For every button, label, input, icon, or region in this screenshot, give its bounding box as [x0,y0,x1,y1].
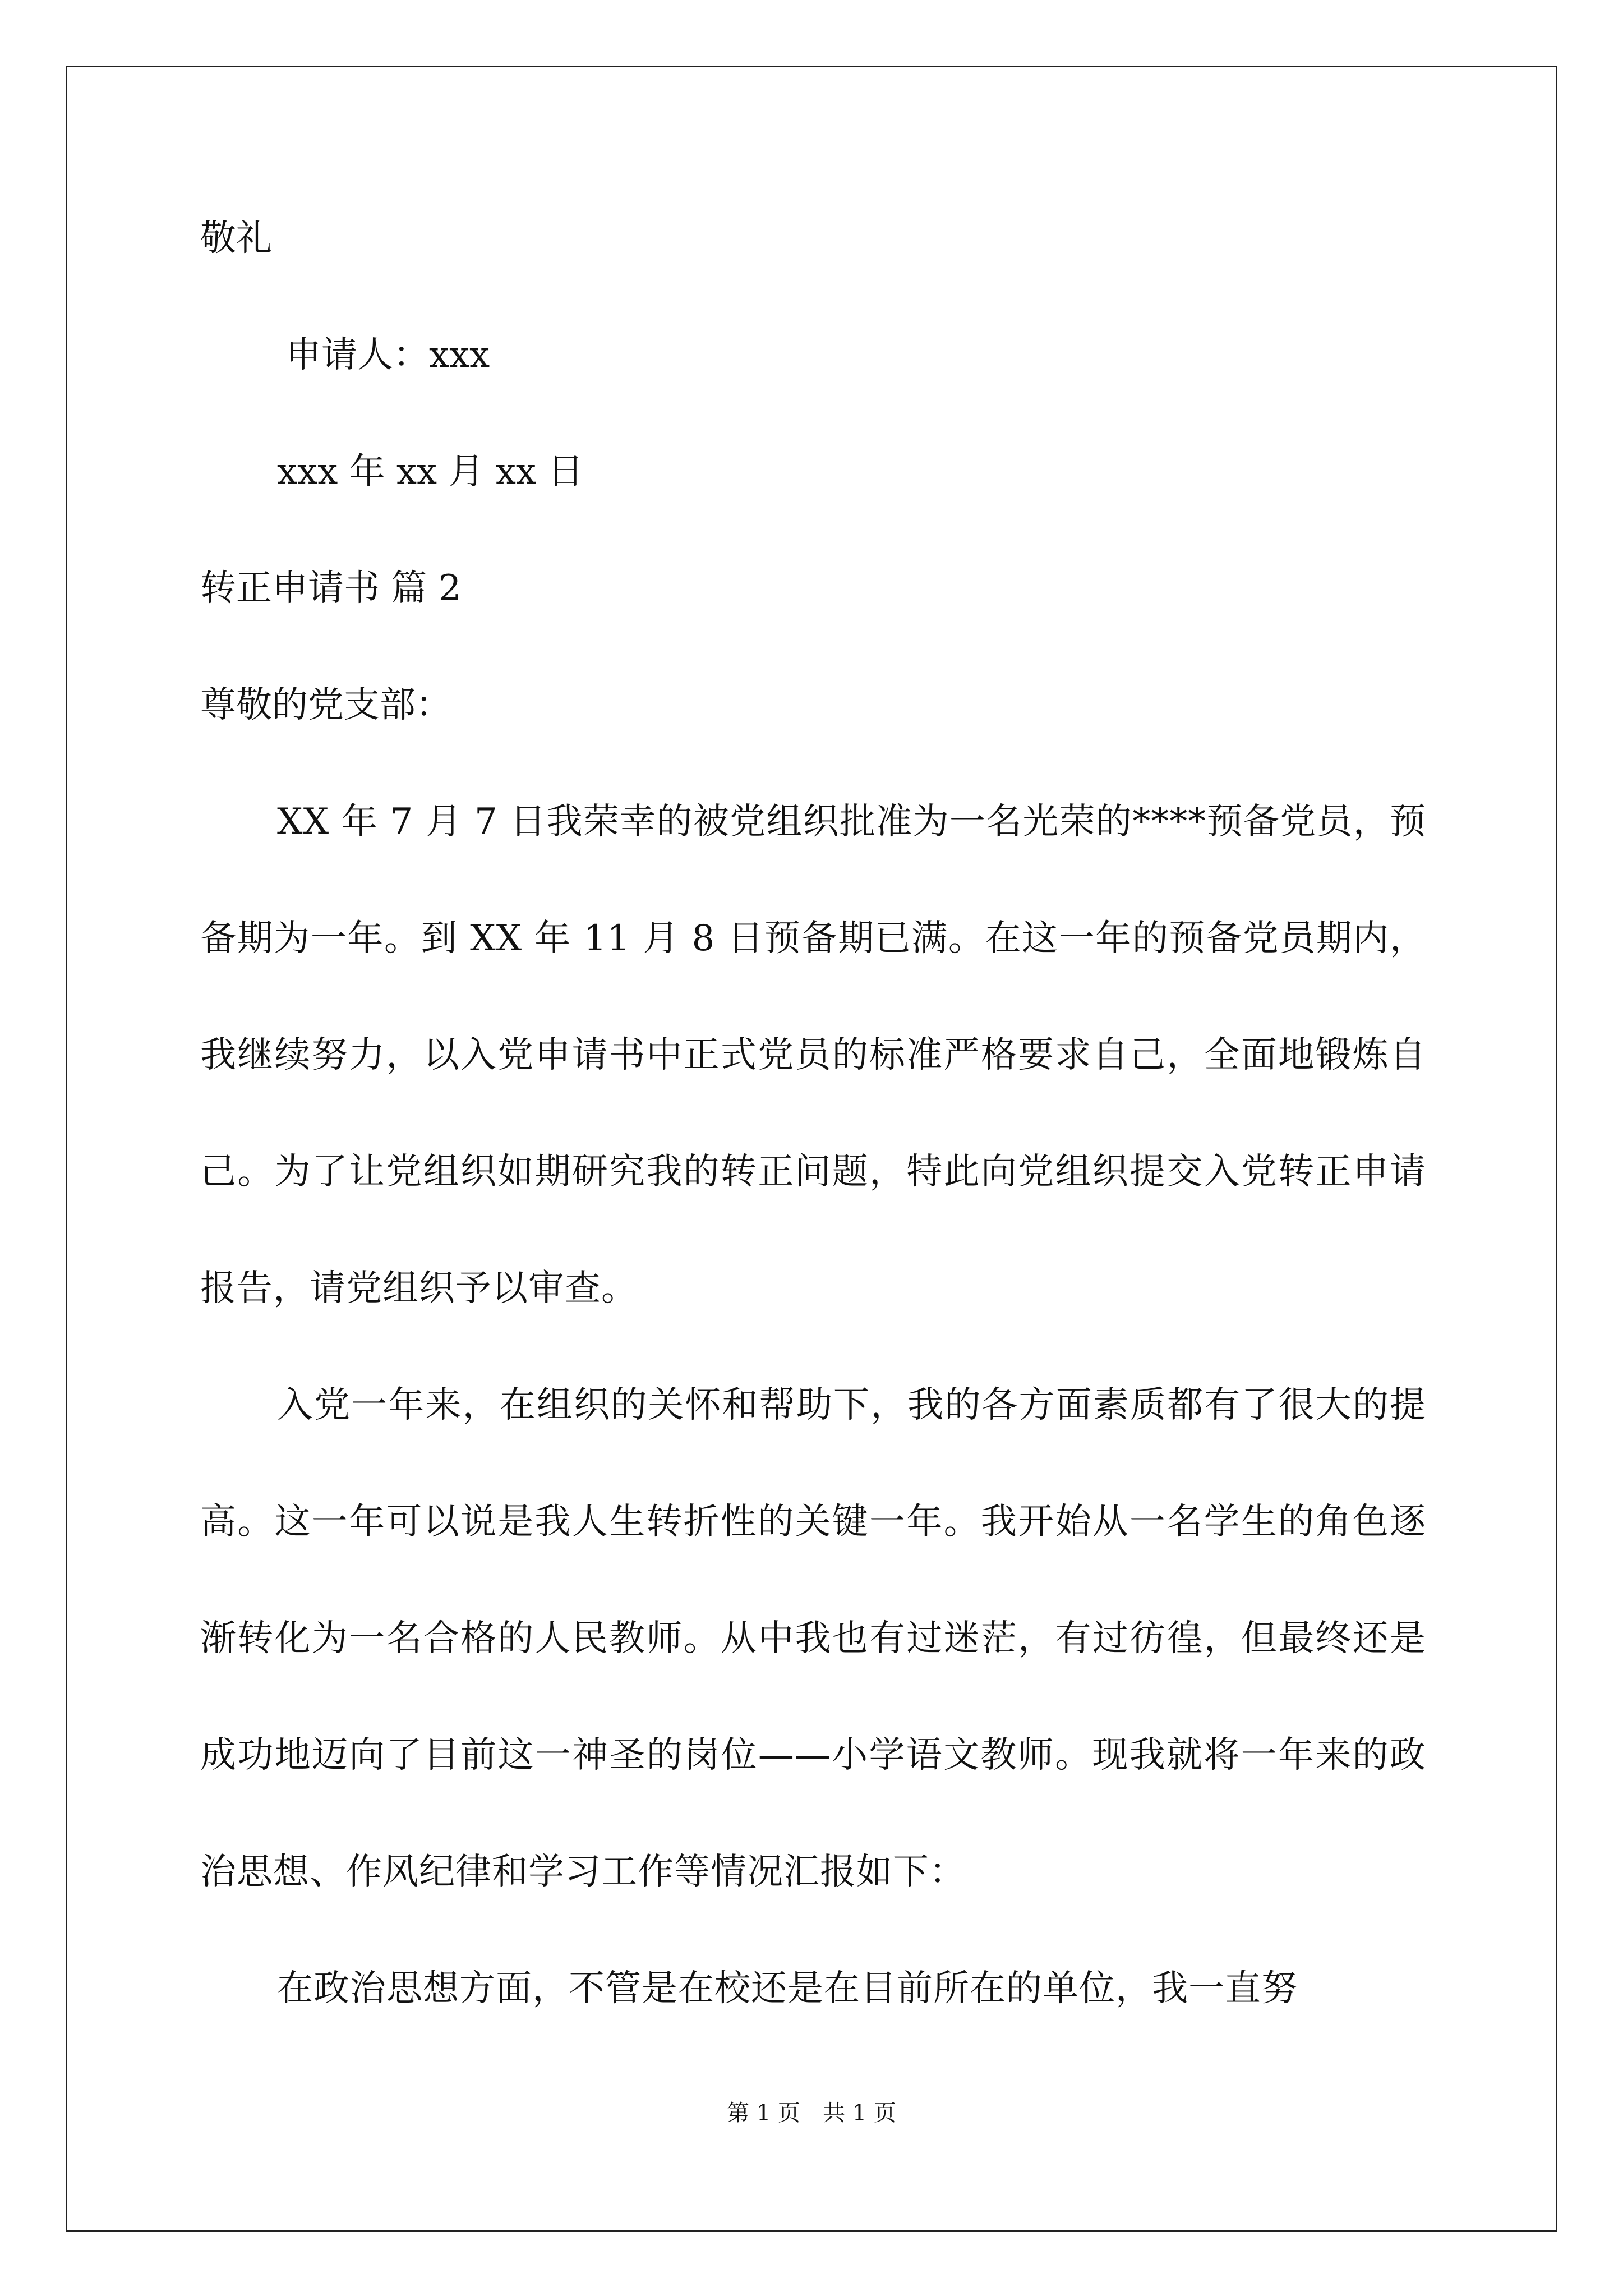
page-footer: 第 1 页 共 1 页 [727,2100,896,2126]
paragraph-3: 在政治思想方面，不管是在校还是在目前所在的单位，我一直努 [277,1968,1298,2009]
closing-text: 敬礼 [200,218,272,259]
document-body [200,213,1426,2047]
paragraph-2: 入党一年来，在组织的关怀和帮助下，我的各方面素质都有了很大的提高。这一年可以说是我人生转折性的关键一年。我开始从一名学生的角色逐渐转化为一名合格的人民教师。从中我也有过迷茫，有过彷徨，但最终还是成功地迈向了目前这一神圣的岗位——小学语文教师。现我就将一年来的政治思想、作风纪律和学习工作等情况汇报如下： [200,1384,1426,1893]
paragraph-1: XX 年 7 月 7 日我荣幸的被党组织批准为一名光荣的****预备党员，预备期为一年。到 XX 年 11 月 8 日预备期已满。在这一年的预备党员期内，我继续努力，以入党申请书中正式党员的标准严格要求自己，全面地锻炼自己。为了让党组织如期研究我的转正问题，特此向党组织提交入党转正申请报告，请党组织予以审查。 [200,801,1426,1309]
applicant-line: 申请人：xxx [285,334,490,376]
salutation: 尊敬的党支部： [200,684,451,726]
section-heading: 转正申请书 篇 2 [200,568,462,609]
date-line: xxx 年 xx 月 xx 日 [277,451,584,493]
